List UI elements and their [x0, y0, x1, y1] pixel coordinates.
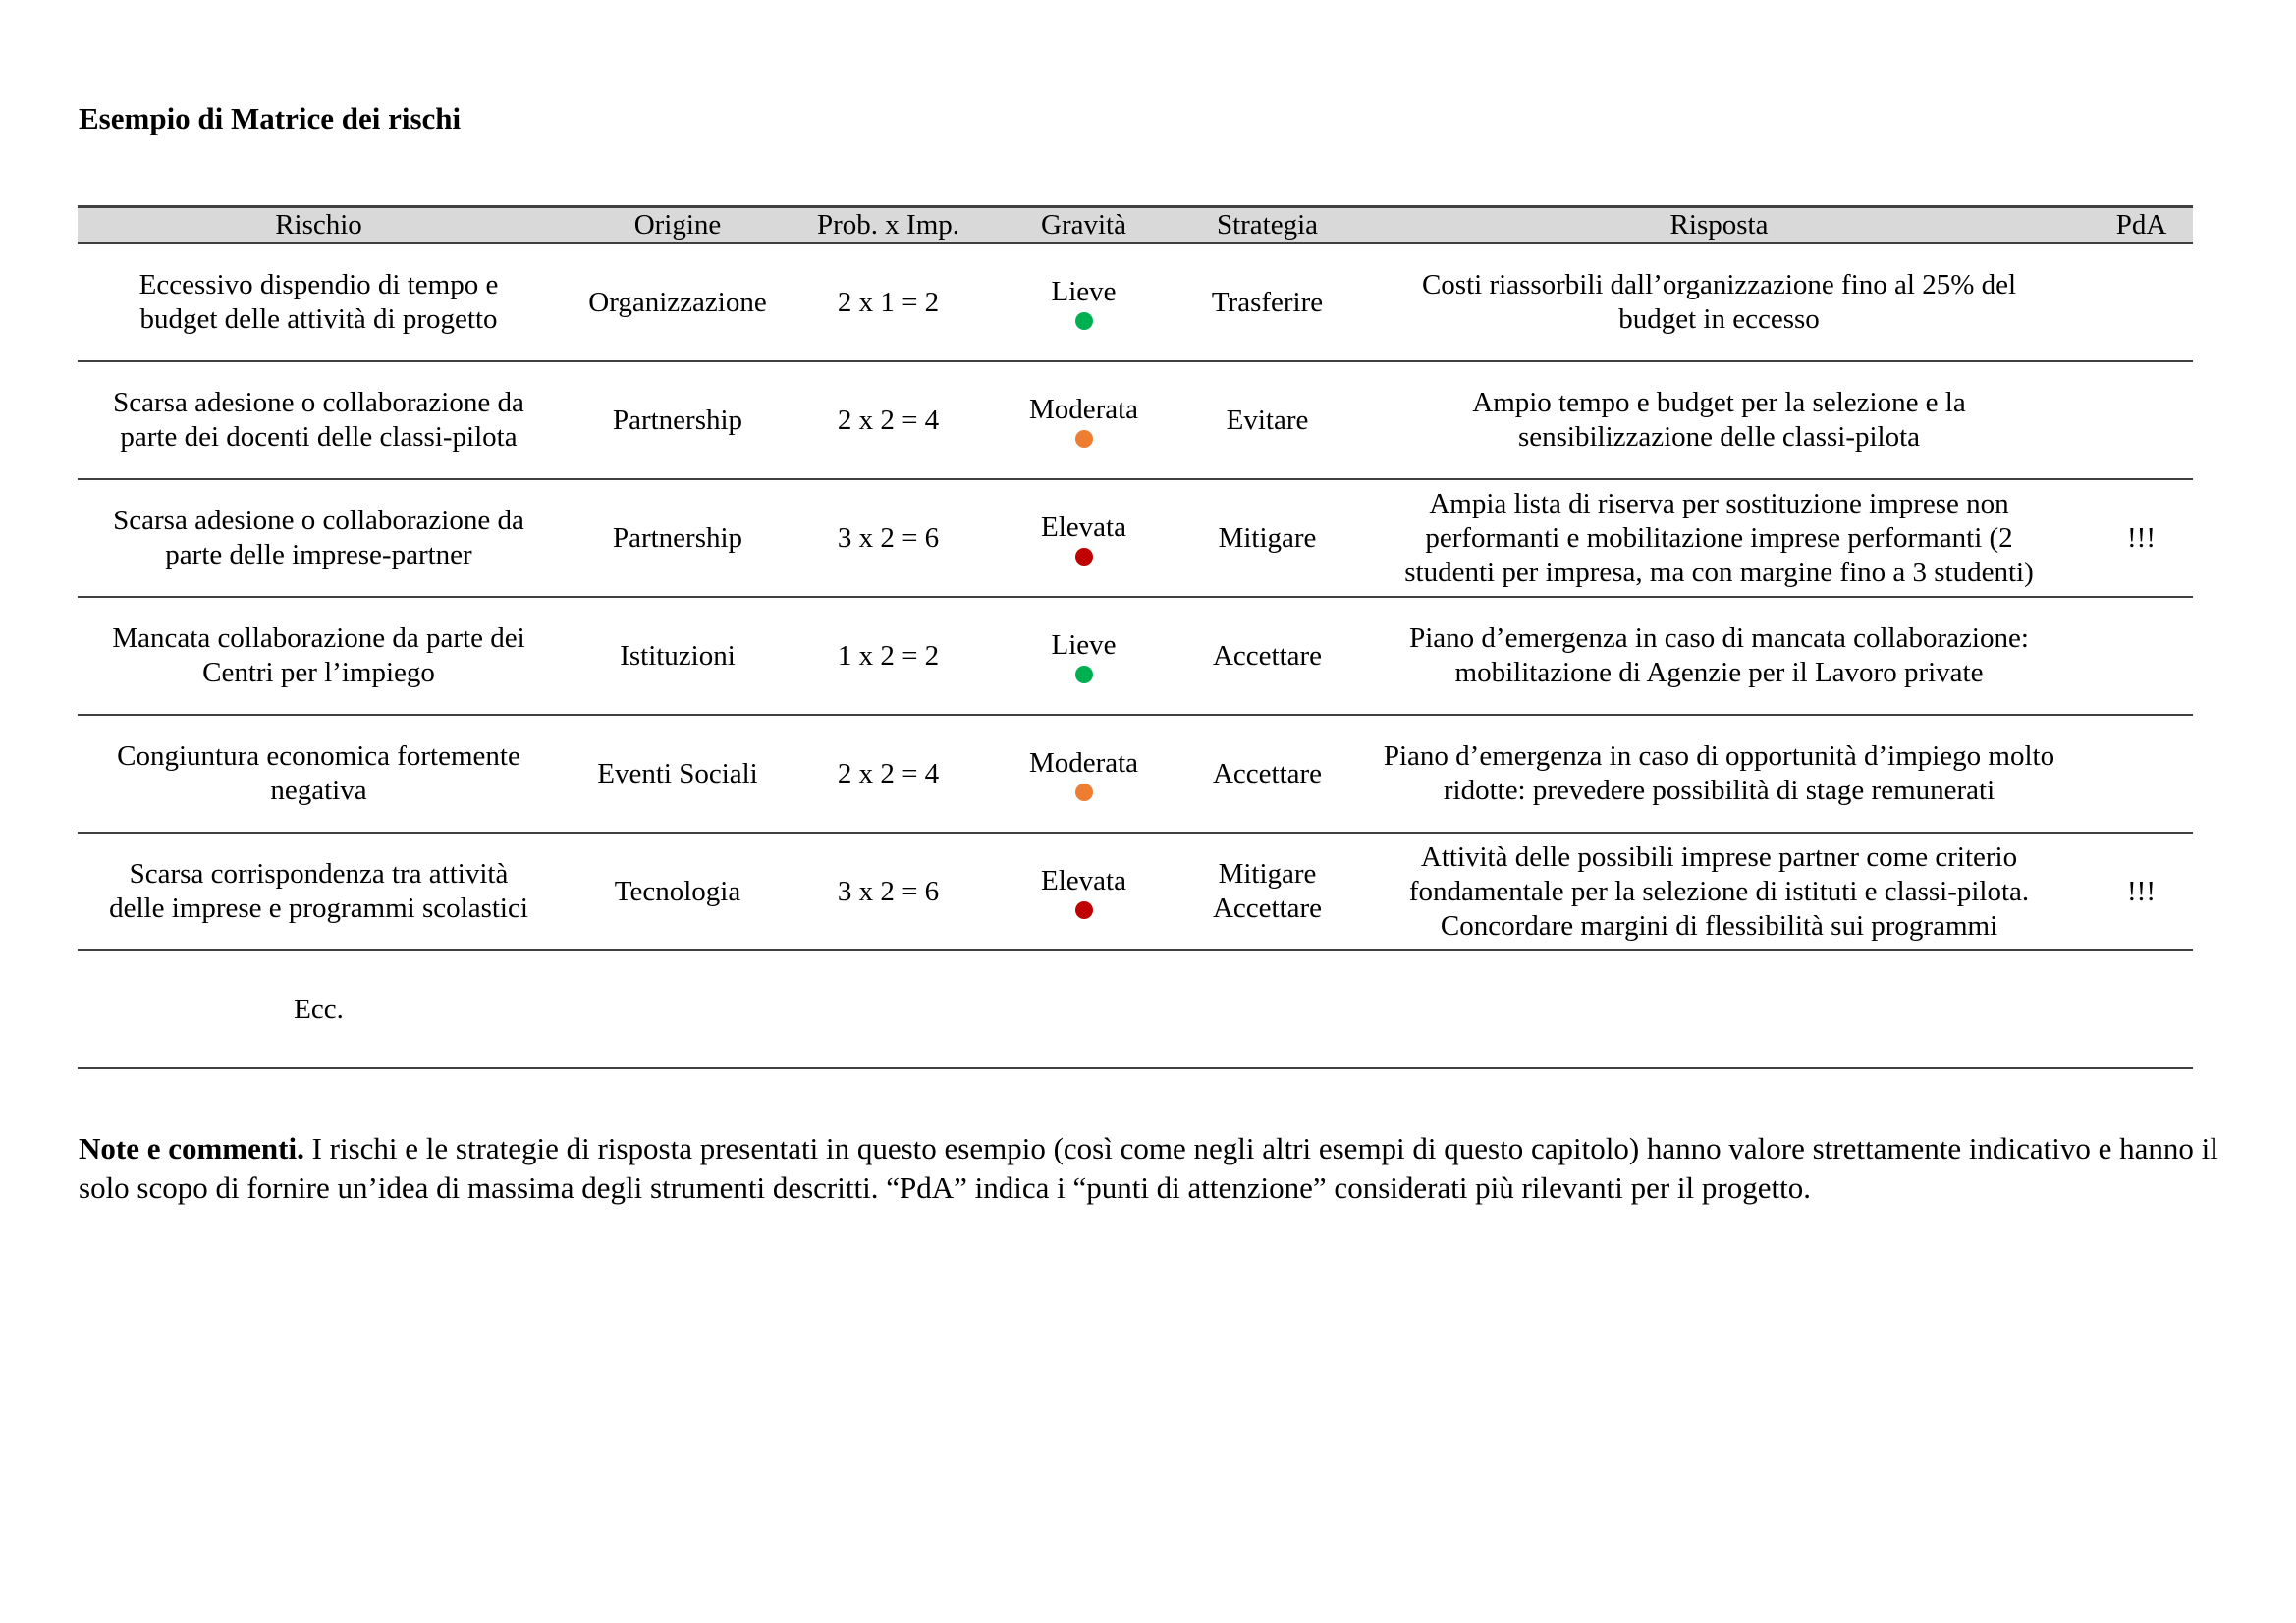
cell-origine: Partnership: [560, 361, 795, 479]
risk-matrix-table: [78, 205, 2193, 1069]
severity-dot-icon: [1075, 901, 1093, 919]
cell-risposta: [1348, 243, 2090, 362]
cell-empty: [981, 950, 1186, 1068]
risposta-line: Ampio tempo e budget per la selezione e la: [1472, 387, 1966, 418]
table-header-row: [78, 207, 2193, 243]
cell-pda: [2090, 597, 2193, 715]
cell-risposta: [1348, 597, 2090, 715]
cell-gravita: [981, 715, 1186, 833]
cell-empty: [2090, 950, 2193, 1068]
table-row-ecc: [78, 950, 2193, 1068]
gravita-label: Elevata: [1041, 865, 1126, 896]
risposta-line: fondamentale per la selezione di istituti e classi-pilota.: [1408, 875, 2030, 907]
rischio-line: Scarsa corrispondenza tra attività: [129, 858, 509, 890]
gravita-label: Lieve: [1051, 629, 1117, 661]
risposta-line: budget in eccesso: [1618, 303, 1820, 335]
cell-strategia: [1186, 361, 1348, 479]
gravita-label: Lieve: [1051, 276, 1117, 307]
risposta-line: performanti e mobilitazione imprese performanti (2: [1425, 521, 2013, 554]
cell-strategia: [1186, 479, 1348, 597]
cell-prob-imp: 2 x 1 = 2: [795, 243, 981, 362]
severity-dot-icon: [1075, 666, 1093, 683]
cell-strategia: [1186, 243, 1348, 362]
cell-prob-imp: 2 x 2 = 4: [795, 361, 981, 479]
risposta-line: Costi riassorbili dall’organizzazione fino al 25% del: [1421, 269, 2017, 300]
header-origine: Origine: [560, 207, 795, 243]
risposta-line: Concordare margini di flessibilità sui programmi: [1440, 909, 1998, 942]
risposta-line: sensibilizzazione delle classi-pilota: [1517, 421, 1921, 453]
cell-gravita: [981, 479, 1186, 597]
strategia-line: Accettare: [1212, 893, 1323, 924]
severity-dot-icon: [1075, 430, 1093, 448]
cell-pda: [2090, 243, 2193, 362]
cell-risposta: [1348, 715, 2090, 833]
strategia-line: Evitare: [1226, 404, 1309, 436]
notes-text: I rischi e le strategie di risposta presentati in questo esempio (così come negli altri esempi di questo capitolo) hanno valore strettamente indicativo e hanno il solo scopo di fornire un’idea di massima degli strumenti descritti. “PdA” indica i “punti di attenzione” considerati più rilevanti per il progetto.: [79, 1131, 2218, 1205]
cell-rischio: [78, 479, 560, 597]
cell-gravita: [981, 361, 1186, 479]
cell-prob-imp: 1 x 2 = 2: [795, 597, 981, 715]
risposta-line: studenti per impresa, ma con margine fino a 3 studenti): [1404, 556, 2034, 588]
notes-paragraph: [79, 1129, 2239, 1208]
strategia-line: Accettare: [1212, 639, 1323, 672]
page-title: Esempio di Matrice dei rischi: [79, 101, 462, 135]
rischio-line: Eccessivo dispendio di tempo e: [138, 269, 499, 300]
cell-rischio: [78, 243, 560, 362]
severity-dot-icon: [1075, 784, 1093, 801]
rischio-line: parte delle imprese-partner: [165, 539, 472, 570]
rischio-line: negativa: [270, 775, 367, 806]
cell-rischio: [78, 597, 560, 715]
severity-dot-icon: [1075, 312, 1093, 330]
strategia-line: Mitigare: [1218, 521, 1317, 554]
cell-rischio: [78, 715, 560, 833]
cell-risposta: [1348, 479, 2090, 597]
cell-empty: [1186, 950, 1348, 1068]
table-row: [78, 833, 2193, 950]
cell-prob-imp: 3 x 2 = 6: [795, 479, 981, 597]
rischio-line: Centri per l’impiego: [202, 657, 435, 688]
cell-origine: Partnership: [560, 479, 795, 597]
rischio-line: Scarsa adesione o collaborazione da: [113, 505, 524, 536]
cell-gravita: [981, 243, 1186, 362]
rischio-line: delle imprese e programmi scolastici: [109, 893, 528, 924]
table-row: [78, 361, 2193, 479]
cell-prob-imp: 2 x 2 = 4: [795, 715, 981, 833]
cell-strategia: [1186, 715, 1348, 833]
cell-empty: [560, 950, 795, 1068]
cell-origine: Eventi Sociali: [560, 715, 795, 833]
notes-label: Note e commenti.: [79, 1131, 304, 1165]
cell-gravita: [981, 833, 1186, 950]
gravita-label: Elevata: [1041, 512, 1126, 543]
rischio-line: Scarsa adesione o collaborazione da: [113, 387, 524, 418]
cell-origine: Tecnologia: [560, 833, 795, 950]
header-risposta: Risposta: [1348, 207, 2090, 243]
table-row: [78, 715, 2193, 833]
strategia-line: Trasferire: [1211, 286, 1324, 318]
severity-dot-icon: [1075, 548, 1093, 566]
gravita-label: Moderata: [1028, 394, 1139, 425]
rischio-line: budget delle attività di progetto: [139, 303, 498, 335]
risposta-line: Ampia lista di riserva per sostituzione imprese non: [1429, 487, 2009, 519]
cell-prob-imp: 3 x 2 = 6: [795, 833, 981, 950]
cell-pda: !!!: [2090, 479, 2193, 597]
header-pda: PdA: [2090, 207, 2193, 243]
cell-pda: !!!: [2090, 833, 2193, 950]
cell-risposta: [1348, 833, 2090, 950]
risposta-line: Piano d’emergenza in caso di opportunità d’impiego molto: [1383, 740, 2055, 772]
header-prob-imp: Prob. x Imp.: [795, 207, 981, 243]
cell-pda: [2090, 361, 2193, 479]
header-gravita: Gravità: [981, 207, 1186, 243]
cell-origine: Organizzazione: [560, 243, 795, 362]
cell-rischio: [78, 361, 560, 479]
cell-strategia: [1186, 597, 1348, 715]
cell-strategia: [1186, 833, 1348, 950]
cell-ecc: Ecc.: [78, 950, 560, 1068]
gravita-label: Moderata: [1028, 747, 1139, 779]
table-row: [78, 243, 2193, 362]
table-row: [78, 597, 2193, 715]
rischio-line: parte dei docenti delle classi-pilota: [120, 421, 518, 453]
cell-gravita: [981, 597, 1186, 715]
risposta-line: Attività delle possibili imprese partner come criterio: [1420, 840, 2018, 873]
cell-pda: [2090, 715, 2193, 833]
risposta-line: Piano d’emergenza in caso di mancata collaborazione:: [1409, 622, 2029, 654]
cell-empty: [1348, 950, 2090, 1068]
rischio-line: Mancata collaborazione da parte dei: [112, 622, 525, 654]
risposta-line: ridotte: prevedere possibilità di stage remunerati: [1443, 775, 1995, 806]
cell-risposta: [1348, 361, 2090, 479]
header-rischio: Rischio: [78, 207, 560, 243]
strategia-line: Mitigare: [1218, 858, 1317, 890]
cell-origine: Istituzioni: [560, 597, 795, 715]
table-row: [78, 479, 2193, 597]
rischio-line: Congiuntura economica fortemente: [117, 740, 520, 772]
cell-empty: [795, 950, 981, 1068]
risposta-line: mobilitazione di Agenzie per il Lavoro private: [1454, 657, 1984, 688]
cell-rischio: [78, 833, 560, 950]
header-strategia: Strategia: [1186, 207, 1348, 243]
strategia-line: Accettare: [1212, 757, 1323, 789]
